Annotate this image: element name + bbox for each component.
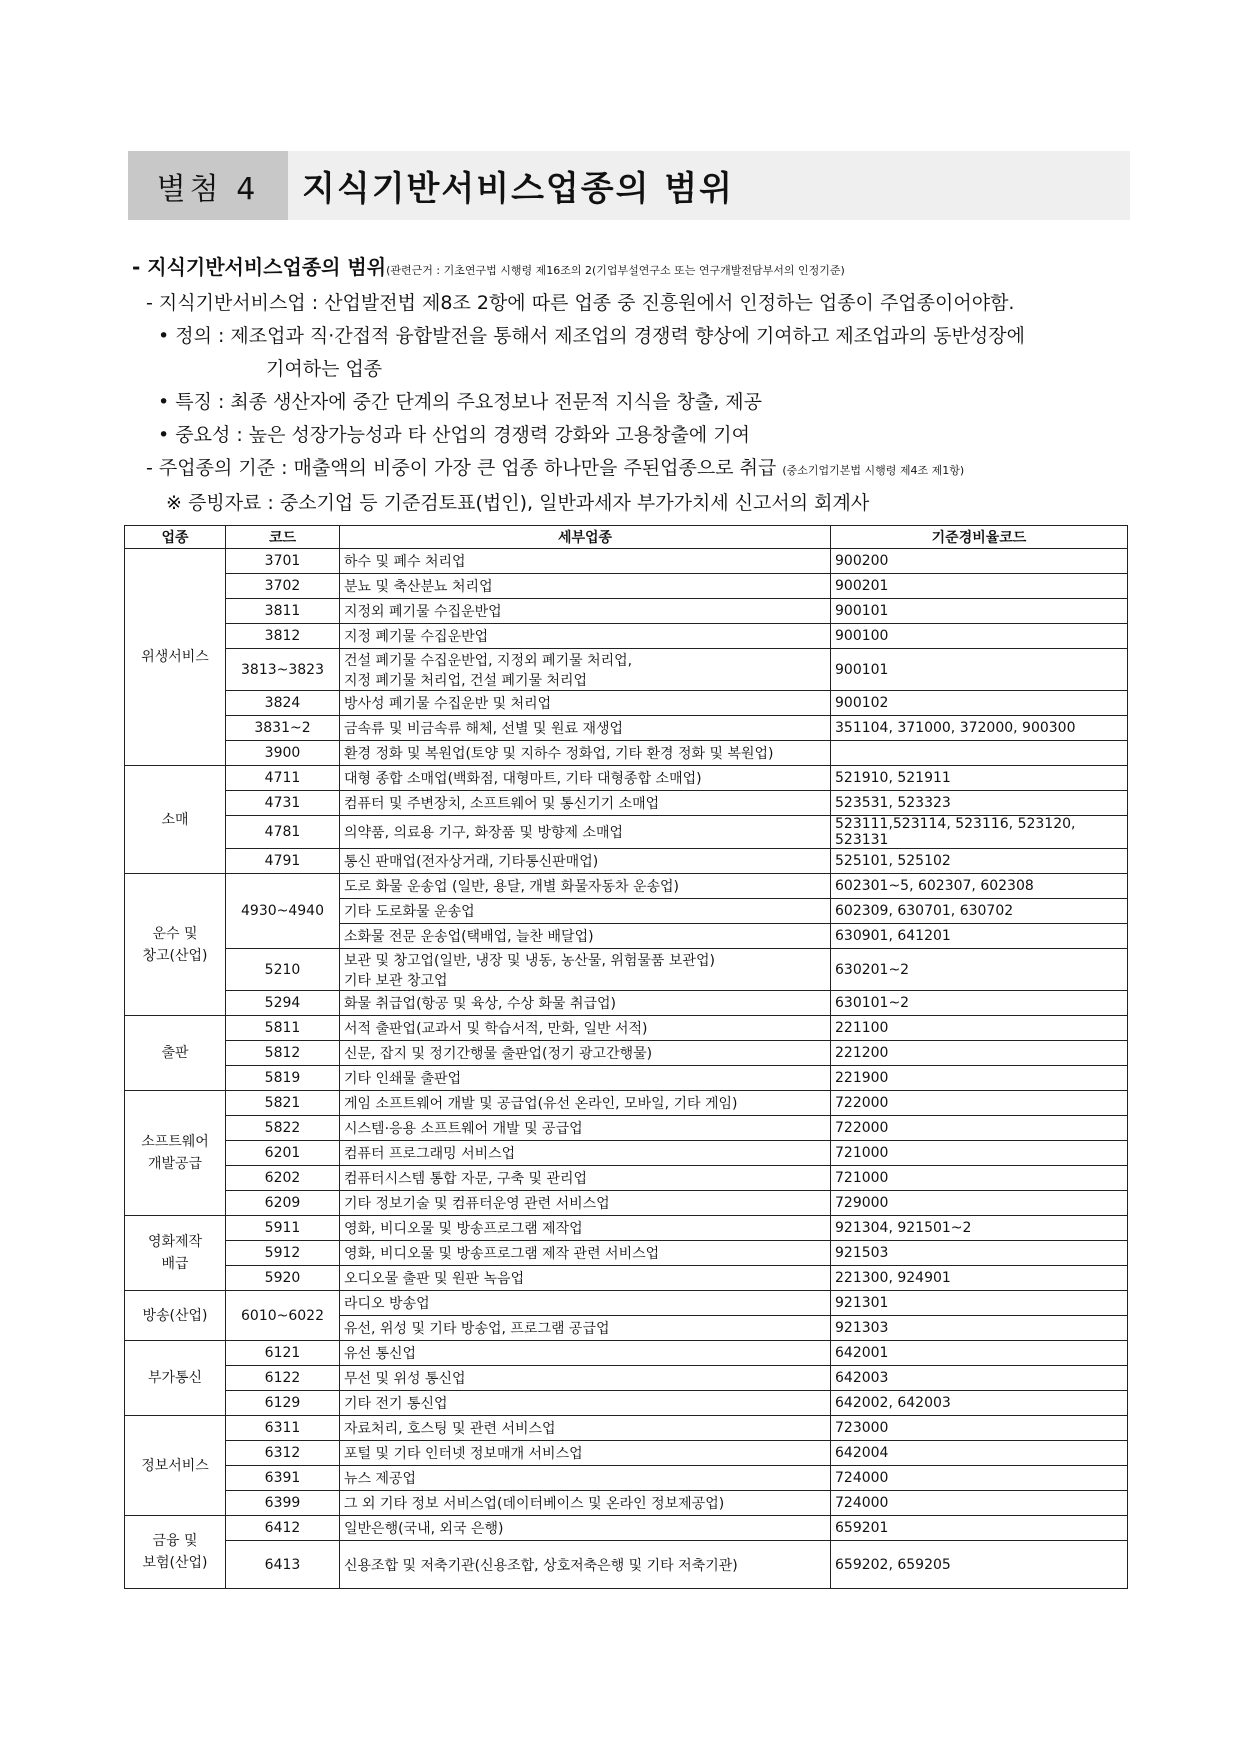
rate-code-cell: 602309, 630701, 630702 xyxy=(831,899,1128,924)
rate-code-cell: 221200 xyxy=(831,1041,1128,1066)
rate-code-cell: 900200 xyxy=(831,549,1128,574)
rate-code-cell: 630901, 641201 xyxy=(831,924,1128,949)
detail-cell: 컴퓨터시스템 통합 자문, 구축 및 관리업 xyxy=(340,1166,831,1191)
rate-code-cell: 722000 xyxy=(831,1091,1128,1116)
intro-bullet-definition: • 정의 : 제조업과 직·간접적 융합발전을 통해서 제조업의 경쟁력 향상에 기여하고 제조업과의 동반성장에 xyxy=(158,325,1025,347)
code-cell: 5819 xyxy=(226,1066,340,1091)
table-row xyxy=(125,1391,1128,1416)
table-row xyxy=(125,549,1128,574)
table-row xyxy=(125,791,1128,816)
intro-section xyxy=(128,251,1128,520)
industry-cell: 정보서비스 xyxy=(125,1416,226,1516)
detail-cell: 도로 화물 운송업 (일반, 용달, 개별 화물자동차 운송업) xyxy=(340,874,831,899)
industry-cell: 운수 및 창고(산업) xyxy=(125,874,226,1016)
industry-cell: 출판 xyxy=(125,1016,226,1091)
rate-code-cell: 351104, 371000, 372000, 900300 xyxy=(831,716,1128,741)
code-cell: 6399 xyxy=(226,1491,340,1516)
intro-line2: - 주업종의 기준 : 매출액의 비중이 가장 큰 업종 하나만을 주된업종으로 취급 (중소기업기본법 시행령 제4조 제1항) xyxy=(146,457,965,479)
industry-cell: 금융 및 보험(산업) xyxy=(125,1516,226,1589)
code-cell: 5812 xyxy=(226,1041,340,1066)
rate-code-cell: 722000 xyxy=(831,1116,1128,1141)
code-cell: 3831~2 xyxy=(226,716,340,741)
rate-code-cell: 523531, 523323 xyxy=(831,791,1128,816)
detail-cell: 포털 및 기타 인터넷 정보매개 서비스업 xyxy=(340,1441,831,1466)
rate-code-cell: 729000 xyxy=(831,1191,1128,1216)
code-cell: 6311 xyxy=(226,1416,340,1441)
detail-cell: 환경 정화 및 복원업(토양 및 지하수 정화업, 기타 환경 정화 및 복원업) xyxy=(340,741,831,766)
detail-cell: 지정외 폐기물 수집운반업 xyxy=(340,599,831,624)
rate-code-cell: 921304, 921501~2 xyxy=(831,1216,1128,1241)
code-cell: 4711 xyxy=(226,766,340,791)
detail-cell: 뉴스 제공업 xyxy=(340,1466,831,1491)
table-row xyxy=(125,1216,1128,1241)
detail-cell: 유선 통신업 xyxy=(340,1341,831,1366)
detail-cell: 영화, 비디오물 및 방송프로그램 제작 관련 서비스업 xyxy=(340,1241,831,1266)
code-cell: 5911 xyxy=(226,1216,340,1241)
code-cell: 6412 xyxy=(226,1516,340,1541)
intro-line1: - 지식기반서비스업 : 산업발전법 제8조 2항에 따른 업종 중 진흥원에서 인정하는 업종이 주업종이어야함. xyxy=(146,292,1015,314)
code-cell: 6122 xyxy=(226,1366,340,1391)
code-cell: 4731 xyxy=(226,791,340,816)
detail-cell: 하수 및 폐수 처리업 xyxy=(340,549,831,574)
code-cell: 3811 xyxy=(226,599,340,624)
detail-cell: 컴퓨터 프로그래밍 서비스업 xyxy=(340,1141,831,1166)
detail-cell: 게임 소프트웨어 개발 및 공급업(유선 온라인, 모바일, 기타 게임) xyxy=(340,1091,831,1116)
code-cell: 6121 xyxy=(226,1341,340,1366)
rate-code-cell: 900102 xyxy=(831,691,1128,716)
rate-code-cell: 642002, 642003 xyxy=(831,1391,1128,1416)
rate-code-cell: 630201~2 xyxy=(831,949,1128,991)
detail-cell: 신문, 잡지 및 정기간행물 출판업(정기 광고간행물) xyxy=(340,1041,831,1066)
header-rate-code: 기준경비율코드 xyxy=(831,526,1128,549)
detail-cell: 보관 및 창고업(일반, 냉장 및 냉동, 농산물, 위험물품 보관업) 기타 보관 창고업 xyxy=(340,949,831,991)
intro-main: - 지식기반서비스업종의 범위(관련근거 : 기초연구법 시행령 제16조의 2(기업부설연구소 또는 연구개발전담부서의 인정기준) xyxy=(132,255,845,279)
intro-bullet-importance: • 중요성 : 높은 성장가능성과 타 산업의 경쟁력 강화와 고용창출에 기여 xyxy=(158,424,750,446)
rate-code-cell: 724000 xyxy=(831,1466,1128,1491)
table-row xyxy=(125,1291,1128,1316)
detail-cell: 기타 도로화물 운송업 xyxy=(340,899,831,924)
table-row xyxy=(125,1116,1128,1141)
table-row xyxy=(125,1416,1128,1441)
table-row xyxy=(125,1441,1128,1466)
detail-cell: 대형 종합 소매업(백화점, 대형마트, 기타 대형종합 소매업) xyxy=(340,766,831,791)
rate-code-cell: 921301 xyxy=(831,1291,1128,1316)
rate-code-cell: 900101 xyxy=(831,649,1128,691)
code-cell: 5920 xyxy=(226,1266,340,1291)
code-cell: 5210 xyxy=(226,949,340,991)
detail-cell: 시스템·응용 소프트웨어 개발 및 공급업 xyxy=(340,1116,831,1141)
table-row xyxy=(125,1516,1128,1541)
code-cell: 4791 xyxy=(226,849,340,874)
detail-cell: 신용조합 및 저축기관(신용조합, 상호저축은행 및 기타 저축기관) xyxy=(340,1541,831,1589)
rate-code-cell: 900101 xyxy=(831,599,1128,624)
rate-code-cell: 921503 xyxy=(831,1241,1128,1266)
detail-cell: 무선 및 위성 통신업 xyxy=(340,1366,831,1391)
detail-cell: 분뇨 및 축산분뇨 처리업 xyxy=(340,574,831,599)
table-row xyxy=(125,1491,1128,1516)
detail-cell: 건설 폐기물 수집운반업, 지정외 폐기물 처리업, 지정 폐기물 처리업, 건설 폐기물 처리업 xyxy=(340,649,831,691)
code-cell: 6129 xyxy=(226,1391,340,1416)
detail-cell: 오디오물 출판 및 원판 녹음업 xyxy=(340,1266,831,1291)
intro-bullet-definition-cont: 기여하는 업종 xyxy=(266,358,383,380)
rate-code-cell: 659202, 659205 xyxy=(831,1541,1128,1589)
table-row xyxy=(125,1016,1128,1041)
detail-cell: 소화물 전문 운송업(택배업, 늘찬 배달업) xyxy=(340,924,831,949)
rate-code-cell: 221300, 924901 xyxy=(831,1266,1128,1291)
industry-cell: 부가통신 xyxy=(125,1341,226,1416)
table-row xyxy=(125,766,1128,791)
header-code: 코드 xyxy=(226,526,340,549)
rate-code-cell: 602301~5, 602307, 602308 xyxy=(831,874,1128,899)
table-row xyxy=(125,849,1128,874)
rate-code-cell: 525101, 525102 xyxy=(831,849,1128,874)
detail-cell: 자료처리, 호스팅 및 관련 서비스업 xyxy=(340,1416,831,1441)
header-industry: 업종 xyxy=(125,526,226,549)
rate-code-cell: 721000 xyxy=(831,1166,1128,1191)
code-cell: 3824 xyxy=(226,691,340,716)
table-row xyxy=(125,874,1128,899)
detail-cell: 의약품, 의료용 기구, 화장품 및 방향제 소매업 xyxy=(340,816,831,849)
detail-cell: 유선, 위성 및 기타 방송업, 프로그램 공급업 xyxy=(340,1316,831,1341)
code-cell: 6391 xyxy=(226,1466,340,1491)
table-row xyxy=(125,1466,1128,1491)
table-row xyxy=(125,1341,1128,1366)
intro-bullet-feature: • 특징 : 최종 생산자에 중간 단계의 주요정보나 전문적 지식을 창출, 제공 xyxy=(158,391,762,413)
rate-code-cell: 523111,523114, 523116, 523120, 523131 xyxy=(831,816,1128,849)
table-row xyxy=(125,1141,1128,1166)
code-cell: 3900 xyxy=(226,741,340,766)
table-row xyxy=(125,649,1128,691)
table-row xyxy=(125,599,1128,624)
detail-cell: 기타 정보기술 및 컴퓨터운영 관련 서비스업 xyxy=(340,1191,831,1216)
code-cell: 5822 xyxy=(226,1116,340,1141)
detail-cell: 화물 취급업(항공 및 육상, 수상 화물 취급업) xyxy=(340,991,831,1016)
detail-cell: 컴퓨터 및 주변장치, 소프트웨어 및 통신기기 소매업 xyxy=(340,791,831,816)
rate-code-cell: 724000 xyxy=(831,1491,1128,1516)
detail-cell: 일반은행(국내, 외국 은행) xyxy=(340,1516,831,1541)
detail-cell: 지정 폐기물 수집운반업 xyxy=(340,624,831,649)
detail-cell: 방사성 폐기물 수집운반 및 처리업 xyxy=(340,691,831,716)
page-title: 지식기반서비스업종의 범위 xyxy=(302,169,734,209)
detail-cell: 라디오 방송업 xyxy=(340,1291,831,1316)
detail-cell: 그 외 기타 정보 서비스업(데이터베이스 및 온라인 정보제공업) xyxy=(340,1491,831,1516)
rate-code-cell: 642004 xyxy=(831,1441,1128,1466)
table-row xyxy=(125,1366,1128,1391)
code-cell: 6010~6022 xyxy=(226,1291,340,1341)
code-cell: 6201 xyxy=(226,1141,340,1166)
intro-note: ※ 증빙자료 : 중소기업 등 기준검토표(법인), 일반과세자 부가가치세 신고서의 회계사 xyxy=(166,492,870,514)
table-row xyxy=(125,691,1128,716)
industry-cell: 방송(산업) xyxy=(125,1291,226,1341)
table-row xyxy=(125,991,1128,1016)
rate-code-cell: 221100 xyxy=(831,1016,1128,1041)
industry-cell: 위생서비스 xyxy=(125,549,226,766)
table-row xyxy=(125,574,1128,599)
detail-cell: 서적 출판업(교과서 및 학습서적, 만화, 일반 서적) xyxy=(340,1016,831,1041)
industry-table xyxy=(124,525,1128,1589)
table-row xyxy=(125,1191,1128,1216)
detail-cell: 기타 인쇄물 출판업 xyxy=(340,1066,831,1091)
code-cell: 3813~3823 xyxy=(226,649,340,691)
table-row xyxy=(125,949,1128,991)
code-cell: 4930~4940 xyxy=(226,874,340,949)
code-cell: 6202 xyxy=(226,1166,340,1191)
code-cell: 6312 xyxy=(226,1441,340,1466)
table-row xyxy=(125,624,1128,649)
code-cell: 6413 xyxy=(226,1541,340,1589)
code-cell: 6209 xyxy=(226,1191,340,1216)
industry-cell: 영화제작 배급 xyxy=(125,1216,226,1291)
table-row xyxy=(125,716,1128,741)
table-row xyxy=(125,1066,1128,1091)
attachment-tag: 별첨 4 xyxy=(128,151,288,220)
rate-code-cell: 642001 xyxy=(831,1341,1128,1366)
header-detail: 세부업종 xyxy=(340,526,831,549)
code-cell: 3702 xyxy=(226,574,340,599)
rate-code-cell: 921303 xyxy=(831,1316,1128,1341)
rate-code-cell: 642003 xyxy=(831,1366,1128,1391)
code-cell: 5294 xyxy=(226,991,340,1016)
code-cell: 5811 xyxy=(226,1016,340,1041)
rate-code-cell: 659201 xyxy=(831,1516,1128,1541)
rate-code-cell: 900100 xyxy=(831,624,1128,649)
code-cell: 5821 xyxy=(226,1091,340,1116)
page-header xyxy=(128,151,1130,220)
code-cell: 3701 xyxy=(226,549,340,574)
code-cell: 4781 xyxy=(226,816,340,849)
intro-line2-note: (중소기업기본법 시행령 제4조 제1항) xyxy=(782,464,965,477)
industry-cell: 소프트웨어 개발공급 xyxy=(125,1091,226,1216)
table-row xyxy=(125,1541,1128,1589)
rate-code-cell: 723000 xyxy=(831,1416,1128,1441)
detail-cell: 금속류 및 비금속류 해체, 선별 및 원료 재생업 xyxy=(340,716,831,741)
table-row xyxy=(125,1166,1128,1191)
rate-code-cell: 221900 xyxy=(831,1066,1128,1091)
industry-cell: 소매 xyxy=(125,766,226,874)
detail-cell: 영화, 비디오물 및 방송프로그램 제작업 xyxy=(340,1216,831,1241)
table-row xyxy=(125,1266,1128,1291)
table-row xyxy=(125,816,1128,849)
rate-code-cell: 721000 xyxy=(831,1141,1128,1166)
rate-code-cell: 521910, 521911 xyxy=(831,766,1128,791)
rate-code-cell: 630101~2 xyxy=(831,991,1128,1016)
table-row xyxy=(125,1241,1128,1266)
code-cell: 5912 xyxy=(226,1241,340,1266)
intro-main-note: (관련근거 : 기초연구법 시행령 제16조의 2(기업부설연구소 또는 연구개발전담부서의 인정기준) xyxy=(386,264,845,277)
rate-code-cell: 900201 xyxy=(831,574,1128,599)
code-cell: 3812 xyxy=(226,624,340,649)
detail-cell: 기타 전기 통신업 xyxy=(340,1391,831,1416)
table-row xyxy=(125,741,1128,766)
table-header-row xyxy=(125,526,1128,549)
table-row xyxy=(125,1091,1128,1116)
detail-cell: 통신 판매업(전자상거래, 기타통신판매업) xyxy=(340,849,831,874)
table-row xyxy=(125,1041,1128,1066)
rate-code-cell xyxy=(831,741,1128,766)
